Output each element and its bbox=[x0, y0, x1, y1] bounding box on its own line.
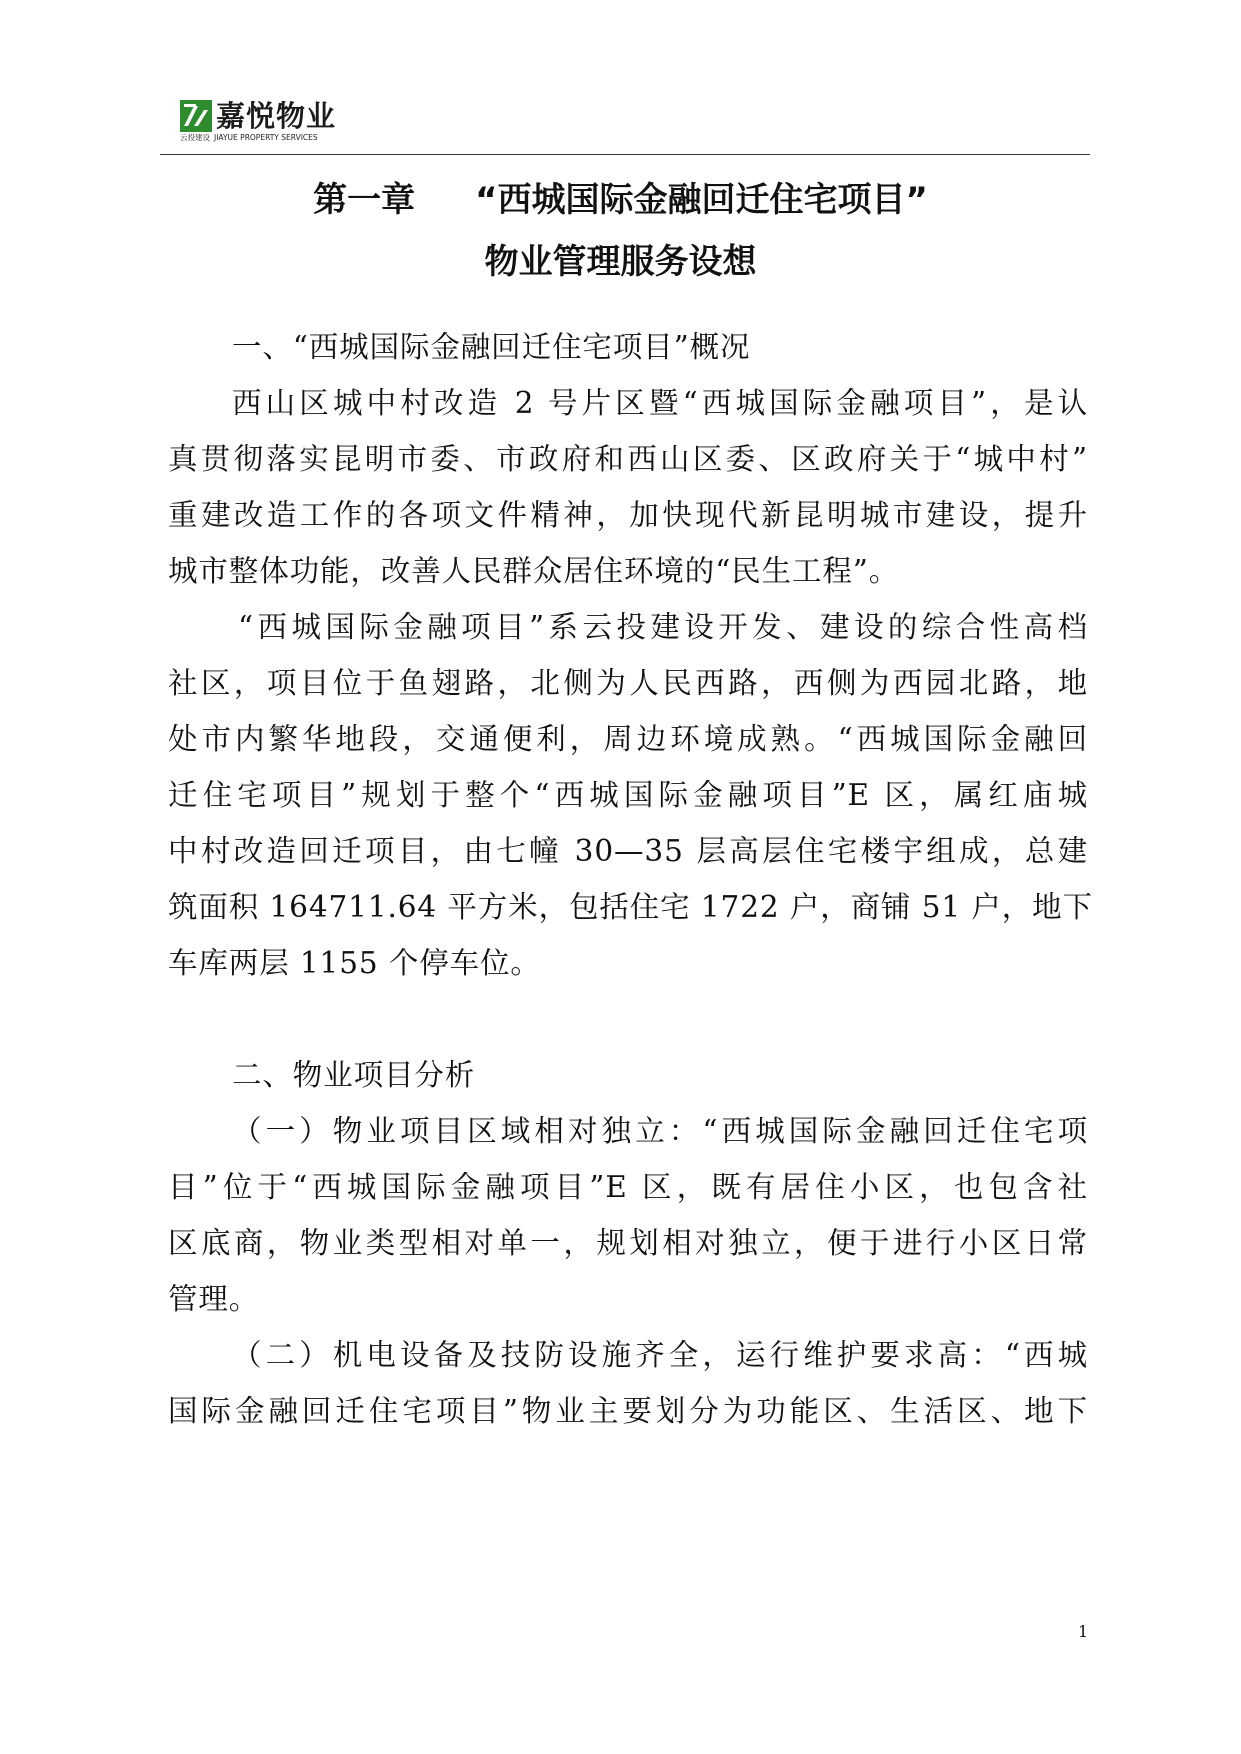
project-name: “西城国际金融回迁住宅项目” bbox=[475, 180, 928, 220]
header-divider bbox=[160, 154, 1090, 155]
paragraph-line: “西城国际金融项目”系云投建设开发、建设的综合性高档 bbox=[238, 610, 1088, 644]
company-logo bbox=[180, 94, 380, 144]
chapter-subtitle: 物业管理服务设想 bbox=[484, 242, 757, 282]
logo-sub-cn: 云投建设 bbox=[180, 133, 210, 142]
chapter-label: 第一章 bbox=[313, 180, 416, 220]
logo-mark-icon bbox=[180, 100, 212, 132]
paragraph-line: 处市内繁华地段，交通便利，周边环境成熟。“西城国际金融回 bbox=[168, 722, 1088, 756]
paragraph-line: 车库两层 1155 个停车位。 bbox=[168, 946, 541, 980]
paragraph-line: 筑面积 164711.64 平方米，包括住宅 1722 户，商铺 51 户，地下 bbox=[168, 890, 1093, 924]
paragraph-line: 重建改造工作的各项文件精神，加快现代新昆明城市建设，提升 bbox=[168, 498, 1088, 532]
paragraph-line: 社区，项目位于鱼翅路，北侧为人民西路，西侧为西园北路，地 bbox=[168, 666, 1088, 700]
paragraph-line: 区底商，物业类型相对单一，规划相对独立，便于进行小区日常 bbox=[168, 1226, 1088, 1260]
paragraph-line: （一）物业项目区域相对独立：“西城国际金融回迁住宅项 bbox=[232, 1114, 1088, 1148]
logo-name: 嘉悦物业 bbox=[216, 99, 337, 133]
paragraph-line: 管理。 bbox=[168, 1282, 260, 1316]
paragraph-line: 迁住宅项目”规划于整个“西城国际金融项目”E 区，属红庙城 bbox=[168, 778, 1088, 812]
section-heading: 一、“西城国际金融回迁住宅项目”概况 bbox=[232, 330, 751, 364]
paragraph-line: 中村改造回迁项目，由七幢 30—35 层高层住宅楼宇组成，总建 bbox=[168, 834, 1088, 868]
logo-subtitle bbox=[180, 132, 318, 143]
paragraph-line: 城市整体功能，改善人民群众居住环境的“民生工程”。 bbox=[168, 554, 900, 588]
paragraph-line: 国际金融回迁住宅项目”物业主要划分为功能区、生活区、地下 bbox=[168, 1394, 1088, 1428]
paragraph-line: 目”位于“西城国际金融项目”E 区，既有居住小区，也包含社 bbox=[168, 1170, 1088, 1204]
page-number: 1 bbox=[1078, 1622, 1089, 1641]
paragraph-line: 真贯彻落实昆明市委、市政府和西山区委、区政府关于“城中村” bbox=[168, 442, 1088, 476]
paragraph-line: （二）机电设备及技防设施齐全，运行维护要求高：“西城 bbox=[232, 1338, 1088, 1372]
paragraph-line: 西山区城中村改造 2 号片区暨“西城国际金融项目”，是认 bbox=[232, 386, 1088, 420]
logo-sub-en: JIAYUE PROPERTY SERVICES bbox=[214, 133, 318, 142]
section-heading: 二、物业项目分析 bbox=[232, 1058, 476, 1092]
chapter-title bbox=[0, 172, 1241, 221]
